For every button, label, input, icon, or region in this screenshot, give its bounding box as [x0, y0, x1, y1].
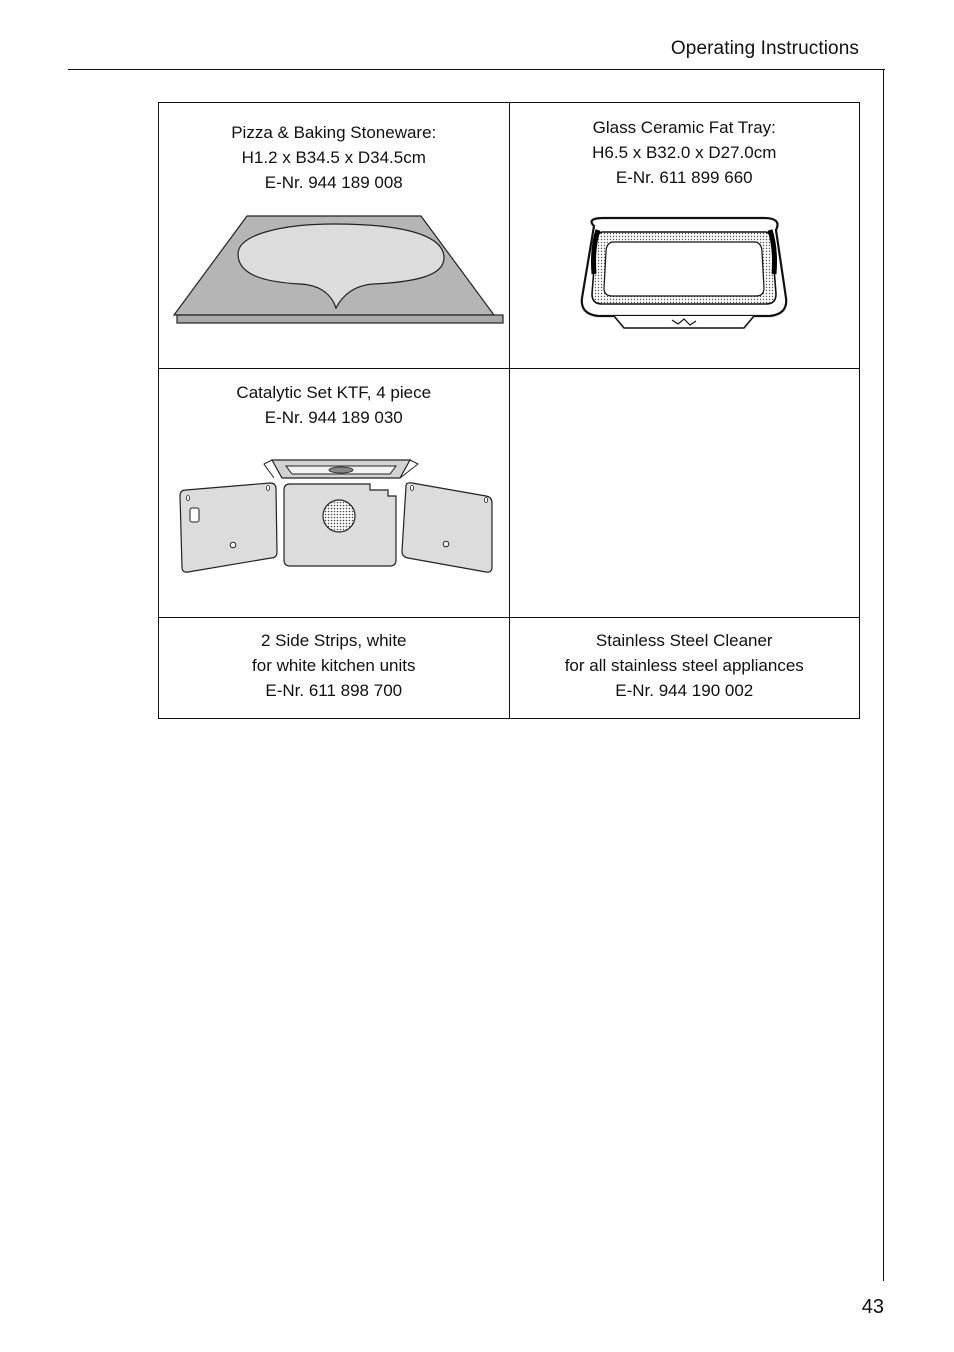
accessory-cell-side-strips	[159, 618, 510, 719]
fat-tray-icon	[564, 208, 804, 338]
accessory-part-number: E-Nr. 611 898 700	[265, 681, 403, 700]
accessory-detail: for all stainless steel appliances	[564, 656, 804, 675]
accessory-name: Catalytic Set KTF, 4 piece	[236, 383, 432, 402]
accessory-cell-baking-stone	[159, 103, 510, 369]
accessory-dimensions: H1.2 x B34.5 x D34.5cm	[241, 148, 426, 167]
accessory-name: 2 Side Strips, white	[260, 631, 407, 650]
accessory-name: Glass Ceramic Fat Tray:	[592, 118, 776, 137]
empty-cell	[509, 369, 860, 618]
accessory-name: Stainless Steel Cleaner	[595, 631, 773, 650]
accessory-detail: for white kitchen units	[252, 656, 416, 675]
accessory-name: Pizza & Baking Stoneware:	[231, 123, 437, 142]
accessory-part-number: E-Nr. 944 189 008	[264, 173, 403, 192]
accessories-table	[158, 102, 860, 719]
margin-rule	[883, 69, 884, 1281]
accessory-part-number: E-Nr. 944 189 030	[264, 408, 403, 427]
baking-stone-icon	[164, 212, 504, 332]
accessory-dimensions: H6.5 x B32.0 x D27.0cm	[592, 143, 777, 162]
accessory-cell-steel-cleaner	[509, 618, 860, 719]
header-rule	[68, 69, 885, 70]
accessory-cell-catalytic-set	[159, 369, 510, 618]
page-header-title: Operating Instructions	[670, 38, 859, 59]
accessory-part-number: E-Nr. 611 899 660	[615, 168, 753, 187]
page-number: 43	[861, 1296, 884, 1318]
catalytic-set-icon	[174, 456, 494, 581]
accessory-cell-fat-tray	[509, 103, 860, 369]
accessory-part-number: E-Nr. 944 190 002	[615, 681, 754, 700]
